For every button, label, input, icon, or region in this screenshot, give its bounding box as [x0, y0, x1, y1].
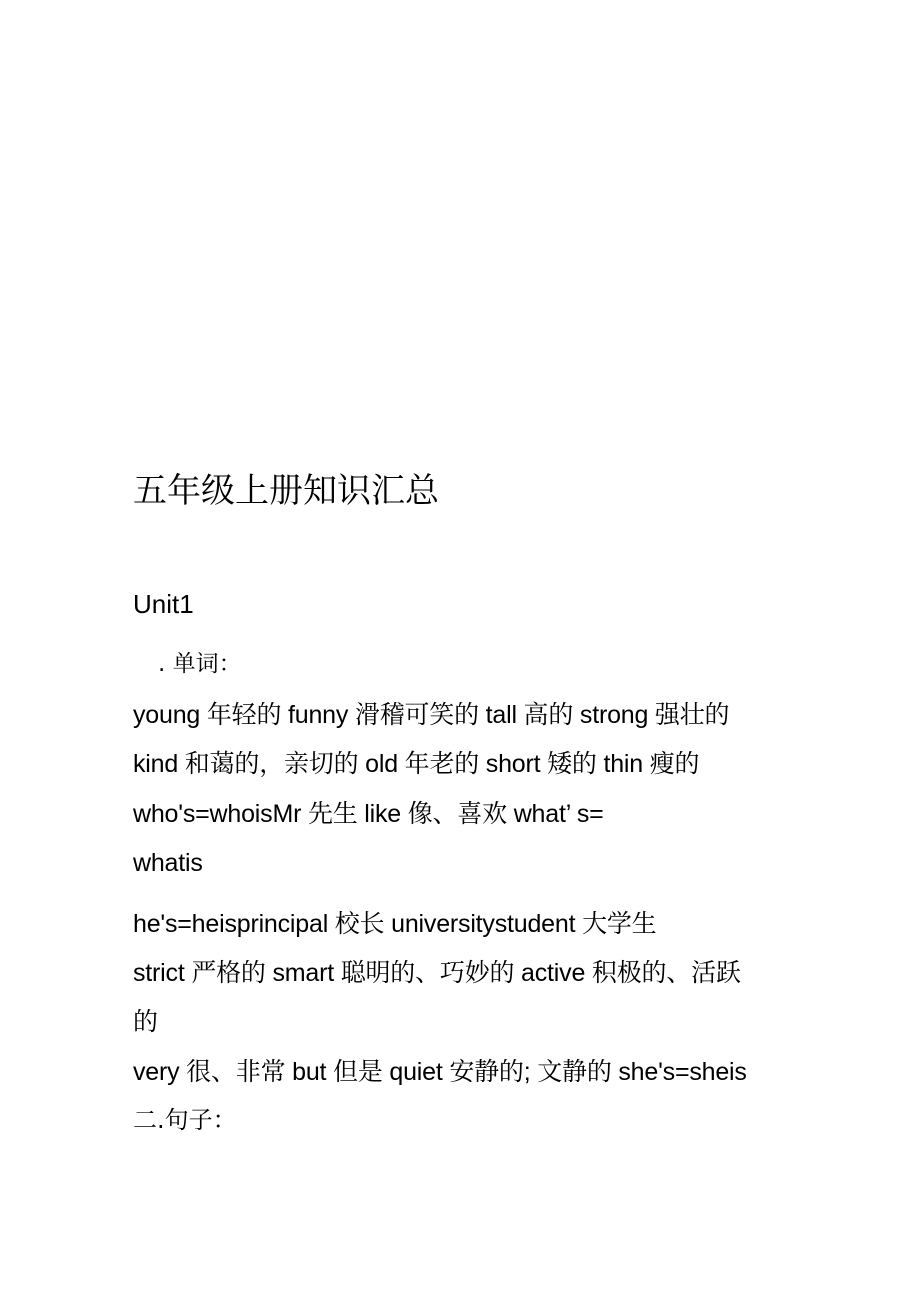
vocab-line: who's=whoisMr 先生 like 像、喜欢 what’ s=	[133, 800, 604, 828]
vocab-line: kind 和蔼的，亲切的 old 年老的 short 矮的 thin 瘦的	[133, 750, 700, 778]
vocabulary-section-label: . 单词：	[158, 651, 242, 677]
vocab-line: whatis	[133, 849, 203, 877]
vocab-line: 的	[133, 1008, 158, 1036]
unit-heading: Unit1	[133, 589, 194, 619]
vocab-line: young 年轻的 funny 滑稽可笑的 tall 高的 strong 强壮的	[133, 701, 730, 729]
vocab-line: strict 严格的 smart 聪明的、巧妙的 active 积极的、活跃	[133, 959, 741, 987]
document-title: 五年级上册知识汇总	[133, 471, 439, 511]
sentences-section-label: 二.句子：	[133, 1106, 237, 1134]
vocab-line: he's=heisprincipal 校长 universitystudent 大学生	[133, 910, 657, 938]
vocab-line: very 很、非常 but 但是 quiet 安静的; 文静的 she's=sheis	[133, 1058, 747, 1086]
